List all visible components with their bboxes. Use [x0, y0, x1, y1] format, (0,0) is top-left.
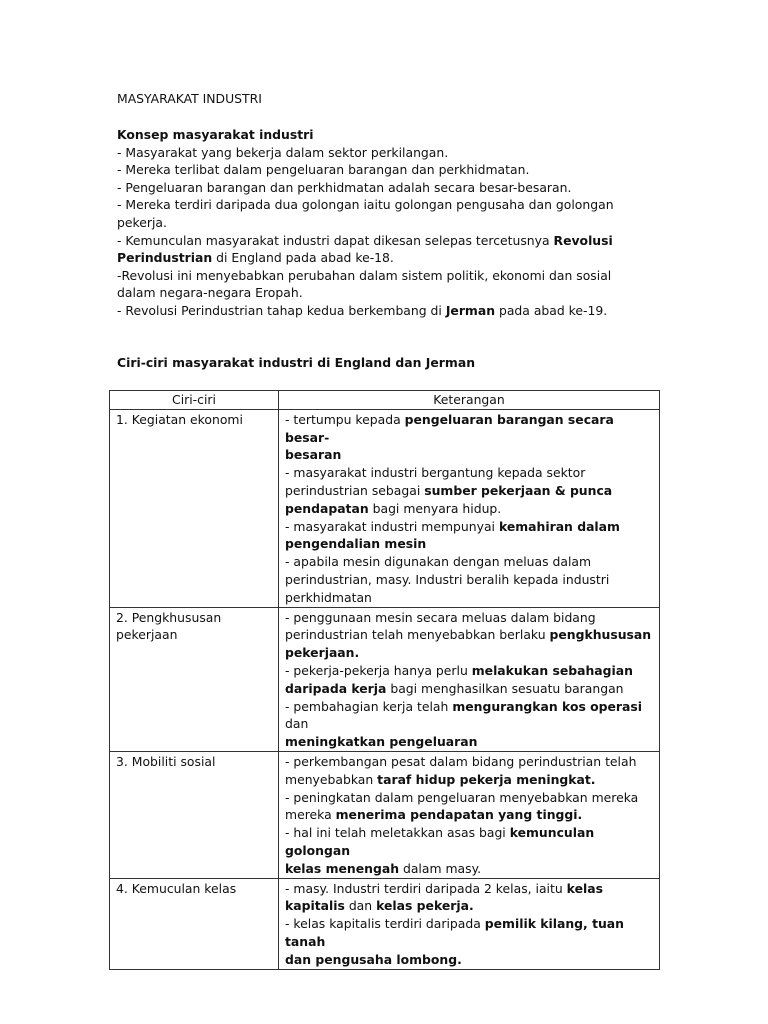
text-span: perindustrian sebagai [285, 482, 425, 498]
bold-text: melakukan sebahagian [471, 662, 633, 678]
text-line: 2. Pengkhususan [116, 609, 222, 625]
bold-text: sumber pekerjaan & punca [424, 482, 613, 498]
bold-text: Perindustrian [117, 250, 213, 266]
table-cell-ciri: 3. Mobiliti sosial [110, 751, 279, 878]
ciri-ciri-table [109, 390, 660, 970]
bold-text: pekerjaan. [285, 645, 360, 661]
text-line: - Mereka terdiri daripada dua golongan iaitu golongan pengusaha dan golongan [117, 197, 614, 213]
text-line: - perkembangan pesat dalam bidang perindustrian telah [285, 753, 637, 769]
text-span: - pekerja-pekerja hanya perlu [285, 662, 472, 678]
section-heading-konsep: Konsep masyarakat industri [117, 127, 314, 142]
bold-text: Jerman [445, 302, 496, 318]
bold-text: Revolusi [553, 232, 613, 248]
text-span: - kelas kapitalis terdiri daripada [285, 916, 485, 932]
bold-text: kelas menengah [285, 860, 400, 876]
table-cell-keterangan [279, 878, 660, 969]
text-line [117, 249, 662, 267]
bold-text: menerima pendapatan yang tinggi. [335, 807, 583, 823]
text-span: - Kemunculan masyarakat industri dapat dikesan selepas tercetusnya [117, 232, 554, 248]
bold-text: meningkatkan pengeluaran [285, 734, 478, 750]
text-line: - penggunaan mesin secara meluas dalam bidang [285, 609, 596, 625]
text-span: bagi menyara hidup. [368, 500, 502, 516]
text-span: mereka [285, 807, 336, 823]
bold-text: pengkhususan [549, 627, 652, 643]
text-line: - Masyarakat yang bekerja dalam sektor perkilangan. [117, 144, 449, 160]
table-cell-ciri [110, 607, 279, 751]
text-line: - Pengeluaran barangan dan perkhidmatan adalah secara besar-besaran. [117, 179, 572, 195]
table-cell-keterangan [279, 607, 660, 751]
bold-text: kelas [566, 880, 603, 896]
text-line: - masyarakat industri bergantung kepada sektor [285, 465, 586, 481]
bold-text: taraf hidup pekerja meningkat. [377, 771, 596, 787]
bold-text: daripada kerja [285, 680, 387, 696]
bold-text: kelas pekerja. [376, 898, 474, 914]
column-header-keterangan: Keterangan [279, 391, 660, 410]
table-cell-keterangan [279, 409, 660, 607]
bold-text: kapitalis [285, 898, 345, 914]
text-span: - hal ini telah meletakkan asas bagi [285, 825, 510, 841]
text-span: dan [344, 898, 377, 914]
bold-text: dan pengusaha lombong. [285, 951, 462, 967]
table-cell-ciri: 1. Kegiatan ekonomi [110, 409, 279, 607]
bold-text: pengendalian mesin [285, 536, 427, 552]
bold-text: besaran [285, 447, 342, 463]
document-page [117, 90, 662, 383]
text-span: - masyarakat industri mempunyai [285, 518, 499, 534]
column-header-ciri: Ciri-ciri [110, 391, 279, 410]
text-span: bagi menghasilkan sesuatu barangan [386, 680, 624, 696]
bold-text: mengurangkan kos operasi [452, 698, 643, 714]
text-span: - Revolusi Perindustrian tahap kedua berkembang di [117, 302, 446, 318]
text-span: pada abad ke-19. [495, 302, 608, 318]
text-line: pekerjaan [116, 627, 178, 643]
text-line: -Revolusi ini menyebabkan perubahan dalam sistem politik, ekonomi dan sosial [117, 267, 612, 283]
text-line: - peningkatan dalam pengeluaran menyebabkan mereka [285, 789, 639, 805]
bold-text: kemahiran dalam [498, 518, 620, 534]
text-span: - tertumpu kepada [285, 411, 405, 427]
table-cell-keterangan [279, 751, 660, 878]
text-line: perkhidmatan [285, 589, 372, 605]
text-span: - pembahagian kerja telah [285, 698, 453, 714]
text-line: pekerja. [117, 214, 167, 230]
text-span: perindustrian telah menyebabkan berlaku [285, 627, 550, 643]
table-row [110, 751, 660, 878]
text-line: dalam negara-negara Eropah. [117, 285, 303, 301]
bold-text: kemunculan golongan [285, 825, 595, 858]
table-header-row [110, 391, 660, 410]
text-line [117, 302, 662, 320]
table-row [110, 409, 660, 607]
text-span: dalam masy. [399, 860, 482, 876]
bold-text: pendapatan [285, 500, 369, 516]
section-heading-ciri: Ciri-ciri masyarakat industri di England dan Jerman [117, 354, 476, 370]
table-row [110, 878, 660, 969]
text-span: di England pada abad ke-18. [212, 250, 394, 266]
table-cell-ciri: 4. Kemuculan kelas [110, 878, 279, 969]
text-line: - apabila mesin digunakan dengan meluas dalam [285, 554, 592, 570]
document-title: MASYARAKAT INDUSTRI [117, 91, 262, 106]
text-span: dan [285, 716, 309, 732]
text-span: - masy. Industri terdiri daripada 2 kelas, iaitu [285, 880, 567, 896]
bold-text: pemilik kilang, tuan tanah [285, 916, 624, 949]
table-row [110, 607, 660, 751]
text-span: menyebabkan [285, 771, 378, 787]
text-line [117, 232, 662, 250]
text-line: perindustrian, masy. Industri beralih kepada industri [285, 571, 610, 587]
text-line: - Mereka terlibat dalam pengeluaran barangan dan perkhidmatan. [117, 162, 530, 178]
bold-text: pengeluaran barangan secara besar- [285, 411, 614, 445]
